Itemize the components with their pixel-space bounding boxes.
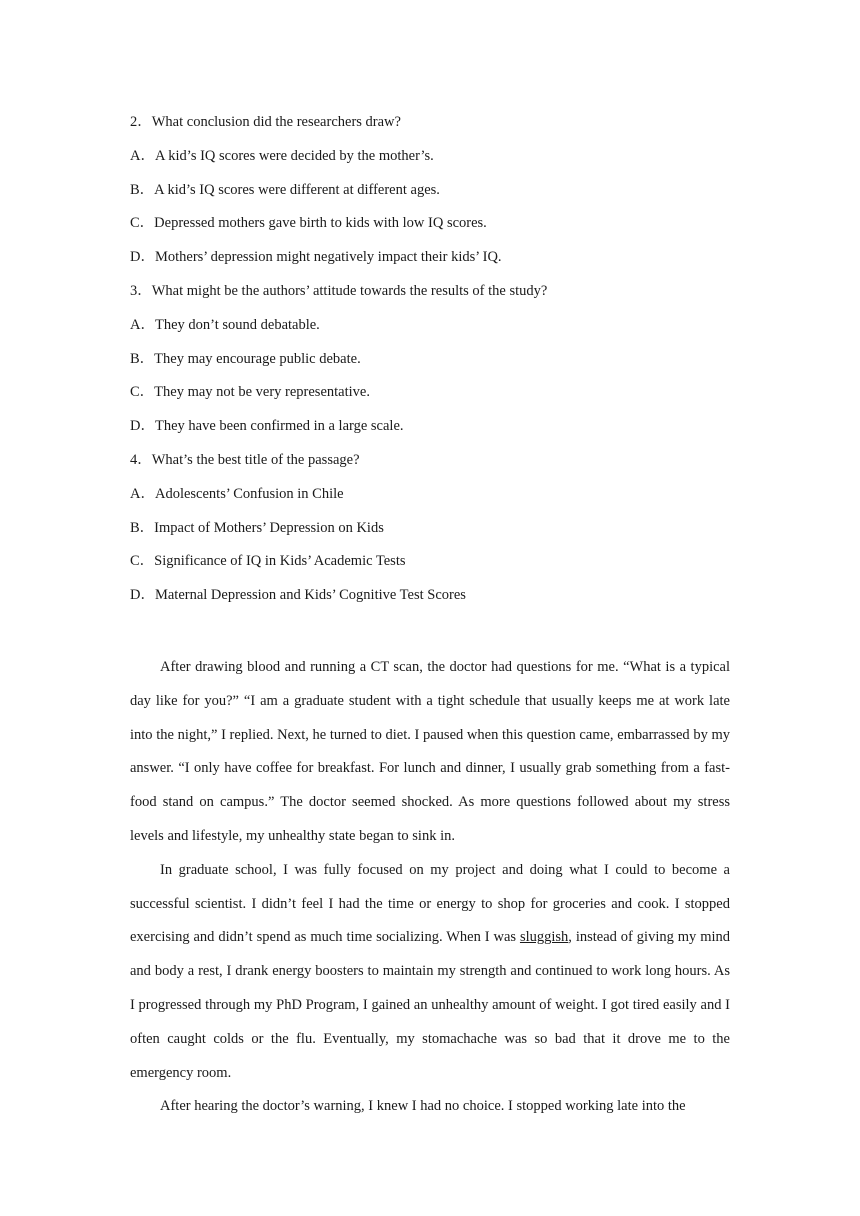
paragraph-2 — [130, 854, 730, 1091]
paragraph-2-text-end: , instead of giving my mind and body a rest, I drank energy boosters to maintain my strength and continued to work long hours. As I progressed through my PhD Program, I gained an unhealthy amount of weight. I got tired easily and I often caught colds or the flu. Eventually, my stomachache was so bad that it drove me to the emergency room. — [130, 929, 731, 1081]
paragraph-2-text-start: In graduate school, I was fully focused on my project and doing what I could to become a successful scientist. I didn’t feel I had the time or energy to shop for groceries and cook. I stopped exercising and didn’t spend as much time socializing. When I was — [130, 861, 730, 946]
option-b: B．A kid’s IQ scores were different at different ages. — [130, 181, 440, 198]
option-b: B．Impact of Mothers’ Depression on Kids — [130, 519, 384, 536]
option-c: C．They may not be very representative. — [130, 384, 370, 401]
question-list — [130, 111, 750, 618]
question-stem: 2．What conclusion did the researchers draw? — [130, 114, 401, 130]
option-d: D．Mothers’ depression might negatively impact their kids’ IQ. — [130, 249, 502, 266]
option-c: C．Depressed mothers gave birth to kids with low IQ scores. — [130, 215, 487, 232]
paragraph-1: After drawing blood and running a CT scan, the doctor had questions for me. “What is a typical day like for you?” “I am a graduate student with a tight schedule that usually keeps me at work late into the night,” I replied. Next, he turned to diet. I paused when this question came, embarrassed by my answer. “I only have coffee for breakfast. For lunch and dinner, I usually grab something from a fast-food stand on campus.” The doctor seemed shocked. As more questions followed about my stress levels and lifestyle, my unhealthy state began to sink in. — [130, 659, 730, 844]
option-a: A．They don’t sound debatable. — [130, 316, 320, 333]
question-stem: 4．What’s the best title of the passage? — [130, 451, 360, 468]
reading-passage — [130, 651, 730, 1124]
underlined-word: sluggish — [519, 929, 569, 946]
option-a: A．Adolescents’ Confusion in Chile — [130, 485, 344, 502]
option-d: D．They have been confirmed in a large scale. — [130, 418, 404, 435]
option-c: C．Significance of IQ in Kids’ Academic Tests — [130, 553, 406, 570]
option-d: D．Maternal Depression and Kids’ Cognitive Test Scores — [130, 587, 466, 604]
question-stem: 3．What might be the authors’ attitude towards the results of the study? — [130, 282, 548, 299]
option-b: B．They may encourage public debate. — [130, 350, 361, 367]
paragraph-3: After hearing the doctor’s warning, I knew I had no choice. I stopped working late into the — [160, 1098, 686, 1115]
option-a: A．A kid’s IQ scores were decided by the mother’s. — [130, 147, 434, 164]
